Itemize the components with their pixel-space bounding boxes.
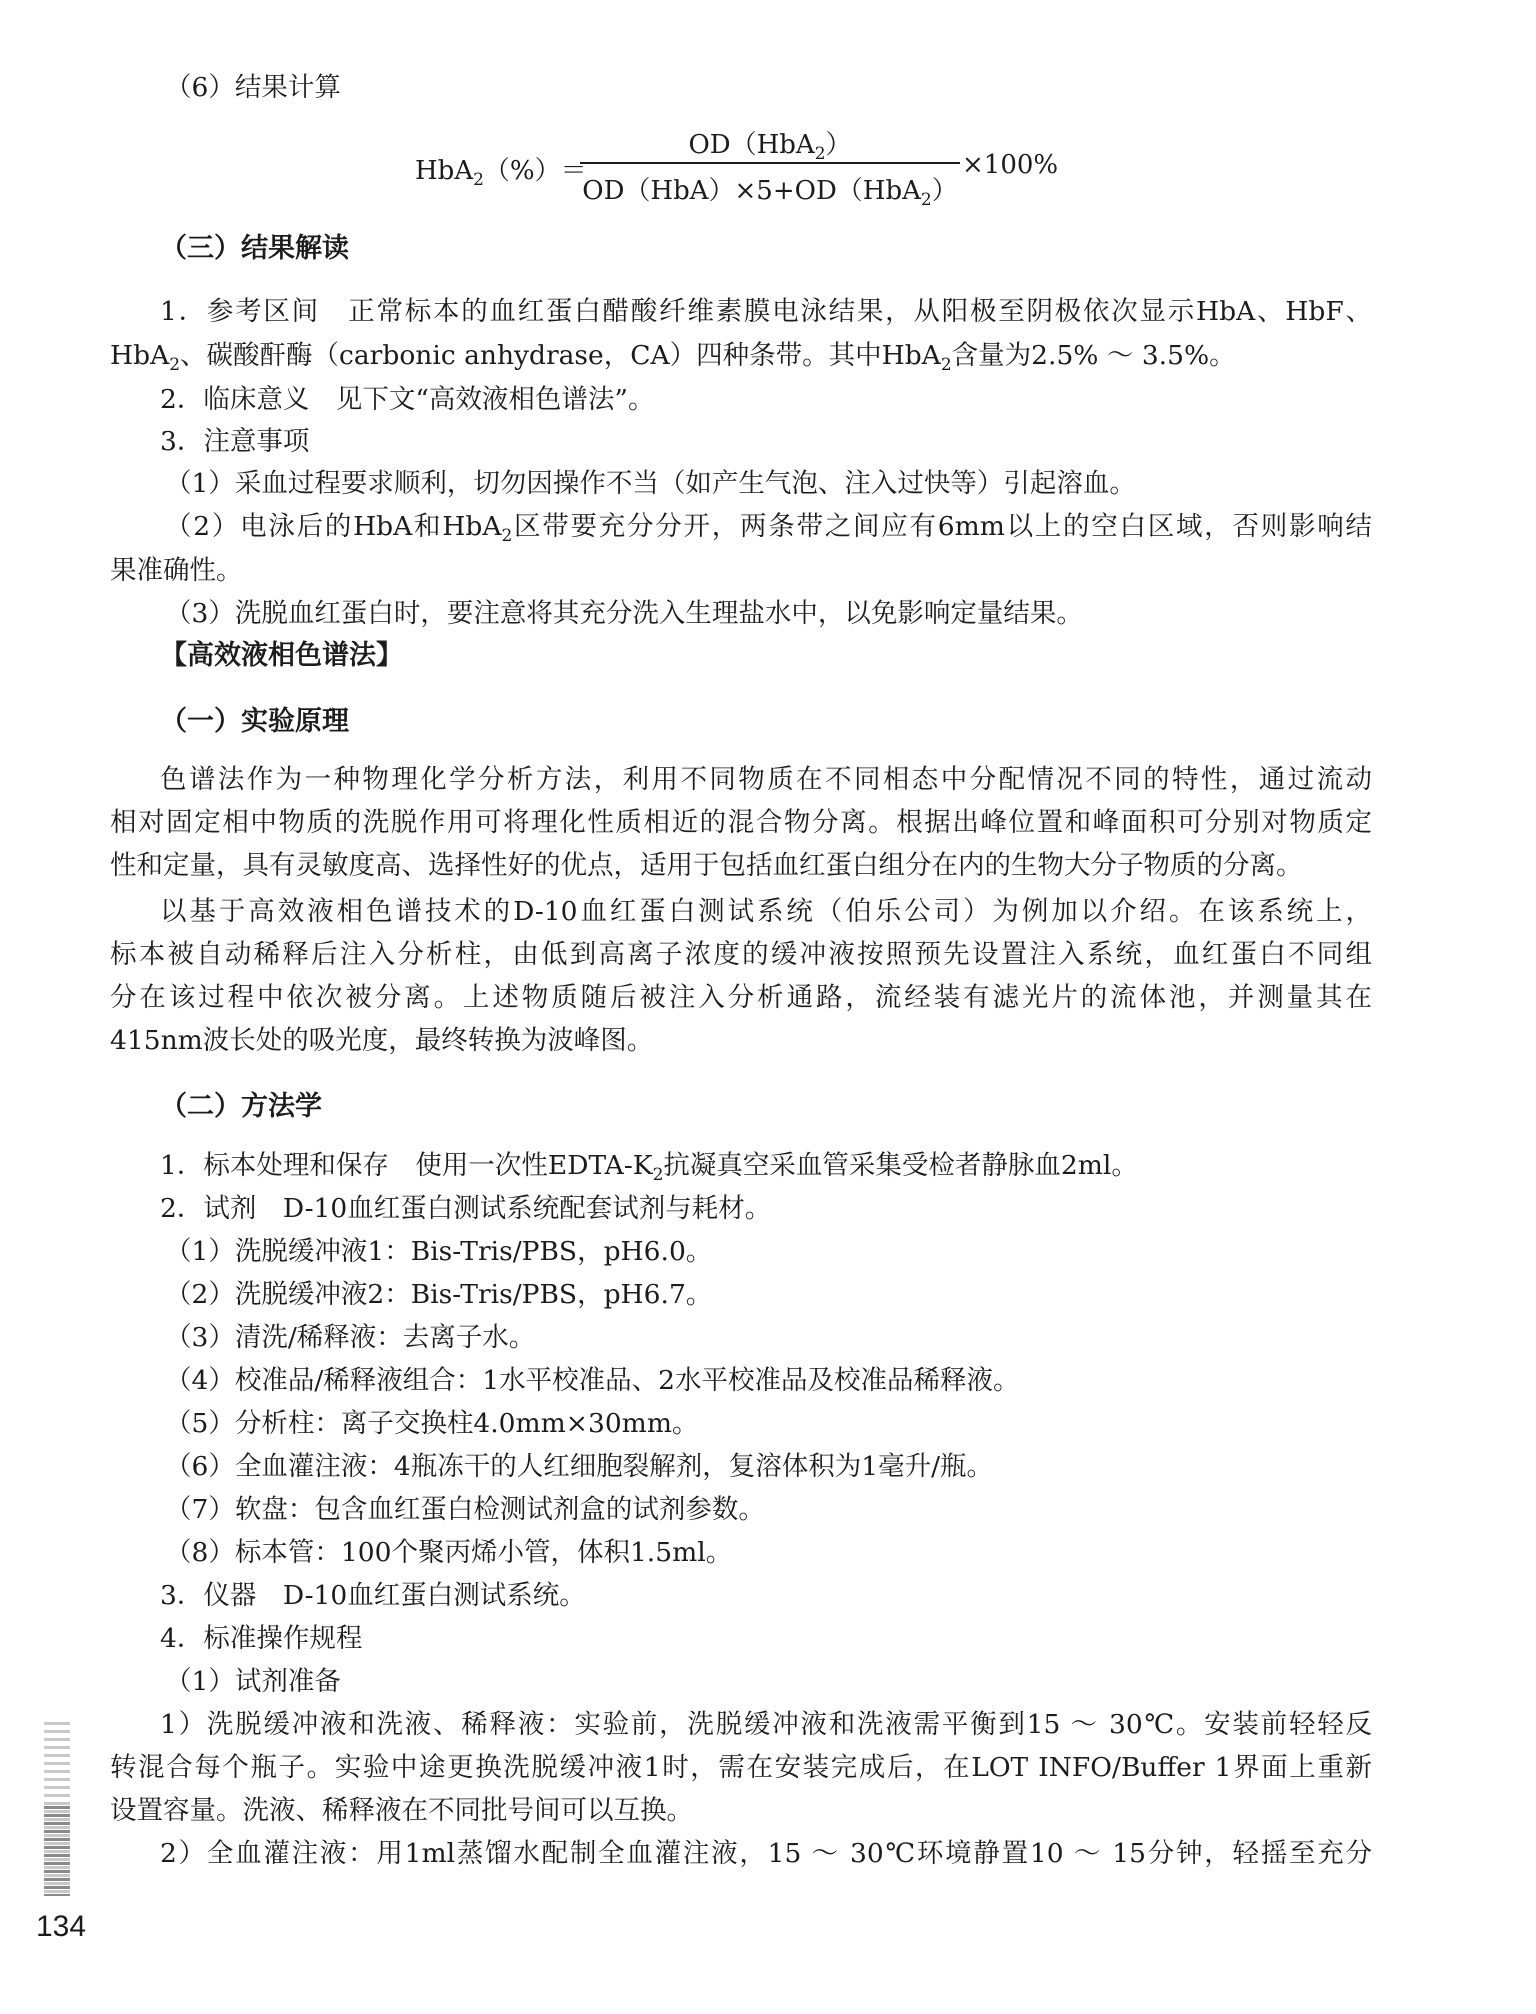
heading-hplc: 【高效液相色谱法】 — [160, 640, 403, 671]
reagent-item-1: （1）洗脱缓冲液1：Bis-Tris/PBS，pH6.0。 — [165, 1236, 713, 1267]
section-heading-result-calc: （6）结果计算 — [165, 72, 341, 103]
reagent-item-5: （5）分析柱：离子交换柱4.0mm×30mm。 — [165, 1408, 699, 1439]
margin-tab-marks — [44, 1722, 70, 1896]
fraction-bar — [580, 162, 960, 164]
reagent-item-7: （7）软盘：包含血红蛋白检测试剂盒的试剂参数。 — [165, 1494, 765, 1525]
note-item-3: （3）洗脱血红蛋白时，要注意将其充分洗入生理盐水中，以免影响定量结果。 — [165, 598, 1083, 629]
reagent-item-2: （2）洗脱缓冲液2：Bis-Tris/PBS，pH6.7。 — [165, 1279, 713, 1310]
formula-lhs: HbA$_2$（%）＝ — [415, 156, 587, 190]
method-sop: 4．标准操作规程 — [160, 1623, 363, 1654]
paragraph-principle-1: 色谱法作为一种物理化学分析方法，利用不同物质在不同相态中分配情况不同的特性，通过流动 — [160, 764, 1372, 795]
paragraph-principle-2: 以基于高效液相色谱技术的D-10血红蛋白测试系统（伯乐公司）为例加以介绍。在该系统上， — [160, 896, 1372, 927]
heading-experiment-principle: （一）实验原理 — [160, 706, 349, 737]
reagent-item-4: （4）校准品/稀释液组合：1水平校准品、2水平校准品及校准品稀释液。 — [165, 1365, 1020, 1396]
sop-step-1a-l2: 转混合每个瓶子。实验中途更换洗脱缓冲液1时，需在安装完成后，在LOT INFO/Buffer 1界面上重新 — [110, 1752, 1372, 1783]
sop-step-1a-l3: 设置容量。洗液、稀释液在不同批号间可以互换。 — [110, 1795, 693, 1826]
note-item-1: （1）采血过程要求顺利，切勿因操作不当（如产生气泡、注入过快等）引起溶血。 — [165, 468, 1136, 499]
paragraph-reference-interval-cont: HbA$_2$、碳酸酐酶（carbonic anhydrase，CA）四种条带。其中HbA$_2$含量为2.5% ～ 3.5%。 — [110, 340, 1236, 375]
hba2-formula — [0, 124, 1536, 214]
note-item-2-cont: 果准确性。 — [110, 555, 243, 586]
method-reagents: 2．试剂 D-10血红蛋白测试系统配套试剂与耗材。 — [160, 1193, 772, 1224]
heading-result-interpretation: （三）结果解读 — [160, 233, 349, 264]
heading-methodology: （二）方法学 — [160, 1091, 322, 1122]
sop-step-1: （1）试剂准备 — [165, 1666, 341, 1697]
reagent-item-8: （8）标本管：100个聚丙烯小管，体积1.5ml。 — [165, 1537, 733, 1568]
paragraph-principle-1-l3: 性和定量，具有灵敏度高、选择性好的优点，适用于包括血红蛋白组分在内的生物大分子物质的分离。 — [110, 850, 1303, 881]
paragraph-clinical-significance: 2．临床意义 见下文“高效液相色谱法”。 — [160, 384, 655, 415]
formula-numerator: OD（HbA$_2$） — [688, 130, 852, 164]
paragraph-notes-heading: 3．注意事项 — [160, 426, 310, 457]
reagent-item-3: （3）清洗/稀释液：去离子水。 — [165, 1322, 536, 1353]
formula-denominator: OD（HbA）×5+OD（HbA$_2$） — [582, 176, 958, 210]
paragraph-principle-2-l4: 415nm波长处的吸光度，最终转换为波峰图。 — [110, 1025, 654, 1056]
sop-step-1a: 1）洗脱缓冲液和洗液、稀释液：实验前，洗脱缓冲液和洗液需平衡到15 ～ 30℃。安装前轻轻反 — [160, 1709, 1372, 1740]
method-instrument: 3．仪器 D-10血红蛋白测试系统。 — [160, 1580, 586, 1611]
sop-step-1b: 2）全血灌注液：用1ml蒸馏水配制全血灌注液，15 ～ 30℃环境静置10 ～ 15分钟，轻摇至充分 — [160, 1838, 1372, 1869]
page-number: 134 — [36, 1910, 87, 1943]
reagent-item-6: （6）全血灌注液：4瓶冻干的人红细胞裂解剂，复溶体积为1毫升/瓶。 — [165, 1451, 994, 1482]
note-item-2: （2）电泳后的HbA和HbA$_2$区带要充分分开，两条带之间应有6mm以上的空白区域，否则影响结 — [165, 511, 1372, 546]
paragraph-principle-2-l3: 分在该过程中依次被分离。上述物质随后被注入分析通路，流经装有滤光片的流体池，并测量其在 — [110, 982, 1372, 1013]
paragraph-principle-1-l2: 相对固定相中物质的洗脱作用可将理化性质相近的混合物分离。根据出峰位置和峰面积可分别对物质定 — [110, 807, 1372, 838]
paragraph-reference-interval: 1．参考区间 正常标本的血红蛋白醋酸纤维素膜电泳结果，从阳极至阴极依次显示HbA、HbF、 — [160, 296, 1372, 327]
formula-rhs: ×100% — [962, 150, 1059, 180]
paragraph-principle-2-l2: 标本被自动稀释后注入分析柱，由低到高离子浓度的缓冲液按照预先设置注入系统，血红蛋白不同组 — [110, 939, 1372, 970]
method-specimen: 1．标本处理和保存 使用一次性EDTA-$K_2$抗凝真空采血管采集受检者静脉血2ml。 — [160, 1150, 1138, 1185]
